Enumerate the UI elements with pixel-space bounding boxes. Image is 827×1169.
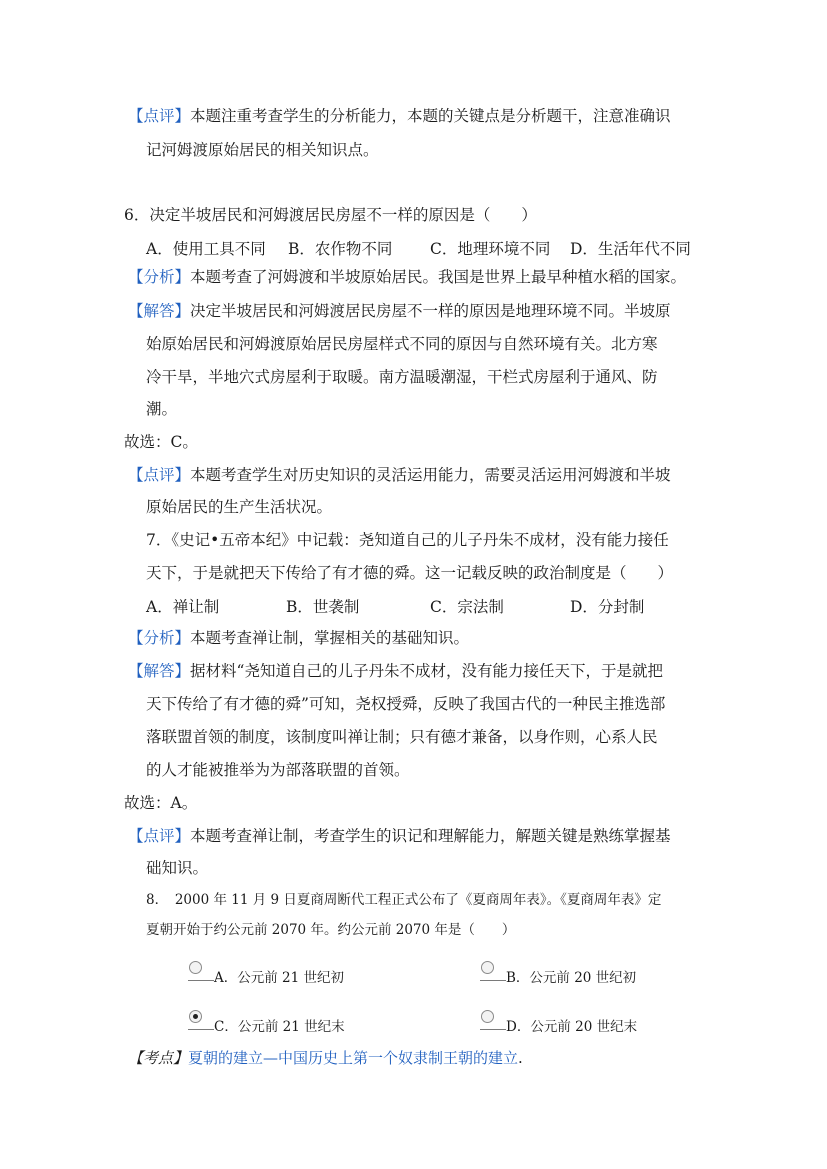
q7-option-a: A．禅让制	[146, 598, 220, 616]
q8-option-c-label: C．公元前 21 世纪末	[214, 1019, 345, 1035]
q5-comment-line1	[128, 106, 671, 126]
q6-answer-line3: 冷干旱，半地穴式房屋利于取暖。南方温暖潮湿，干栏式房屋利于通风、防	[146, 368, 658, 386]
comment-tag: 【点评】	[128, 827, 191, 845]
comment-tag: 【点评】	[128, 107, 191, 125]
comment-tag: 【点评】	[128, 466, 191, 484]
q8-radio-c[interactable]	[189, 1010, 202, 1023]
q6-option-d: D．生活年代不同	[570, 240, 691, 258]
q8-option-b-label: B．公元前 20 世纪初	[506, 970, 637, 986]
q6-answer-line1	[128, 301, 671, 321]
q8-underline-a	[188, 980, 214, 981]
analysis-text: 本题考查禅让制，掌握相关的基础知识。	[190, 629, 470, 647]
comment-text: 本题考查学生对历史知识的灵活运用能力，需要灵活运用河姆渡和半坡	[190, 466, 671, 484]
kaodian-link[interactable]: 夏朝的建立—中国历史上第一个奴隶制王朝的建立	[188, 1049, 519, 1067]
kaodian-tag: 【考点】	[128, 1049, 189, 1067]
q8-option-d-label: D．公元前 20 世纪末	[506, 1019, 638, 1035]
q7-comment-line2: 础知识。	[146, 859, 209, 877]
q7-answer-line4: 的人才能被推举为为部落联盟的首领。	[146, 761, 410, 779]
q7-answer-line3: 落联盟首领的制度，该制度叫禅让制；只有德才兼备，以身作则，心系人民	[146, 728, 658, 746]
q6-option-a: A．使用工具不同	[146, 240, 266, 258]
q7-analysis	[128, 628, 469, 648]
answer-text: 决定半坡居民和河姆渡居民房屋不一样的原因是地理环境不同。半坡原	[190, 302, 671, 320]
analysis-text: 本题考查了河姆渡和半坡原始居民。我国是世界上最早种植水稻的国家。	[190, 268, 687, 286]
kaodian-end: .	[518, 1049, 523, 1067]
q6-comment-line1	[128, 465, 671, 485]
q7-stem-line1: 7．《史记•五帝本纪》中记载：尧知道自己的儿子丹朱不成材，没有能力接任	[146, 531, 669, 549]
q6-choice: 故选：C。	[124, 433, 198, 451]
q6-option-c: C．地理环境不同	[430, 240, 551, 258]
q8-radio-b[interactable]	[481, 961, 494, 974]
q7-comment-line1	[128, 826, 671, 846]
q8-option-a-label: A．公元前 21 世纪初	[214, 970, 345, 986]
q8-underline-c	[188, 1029, 214, 1030]
q6-analysis	[128, 267, 686, 287]
q8-stem-line1: 8． 2000 年 11 月 9 日夏商周断代工程正式公布了《夏商周年表》。《夏商周年表》定	[146, 892, 662, 908]
q6-option-b: B．农作物不同	[288, 240, 393, 258]
q8-radio-a[interactable]	[189, 961, 202, 974]
q5-comment-line2: 记河姆渡原始居民的相关知识点。	[146, 141, 379, 159]
comment-text: 本题考查禅让制，考查学生的识记和理解能力，解题关键是熟练掌握基	[190, 827, 671, 845]
q6-answer-line2: 始原始居民和河姆渡原始居民房屋样式不同的原因与自然环境有关。北方寒	[146, 335, 658, 353]
q6-comment-line2: 原始居民的生产生活状况。	[146, 498, 333, 516]
q7-stem-line2: 天下，于是就把天下传给了有才德的舜。这一记载反映的政治制度是（ ）	[146, 564, 674, 582]
q7-answer-line2: 天下传给了有才德的舜”可知，尧权授舜，反映了我国古代的一种民主推选部	[146, 695, 666, 713]
q8-underline-b	[480, 980, 506, 981]
q6-answer-line4: 潮。	[146, 400, 178, 418]
comment-text: 本题注重考查学生的分析能力，本题的关键点是分析题干，注意准确识	[190, 107, 671, 125]
q8-stem-line2: 夏朝开始于约公元前 2070 年。约公元前 2070 年是（ ）	[146, 922, 516, 938]
answer-text: 据材料“尧知道自己的儿子丹朱不成材，没有能力接任天下，于是就把	[190, 662, 663, 680]
q7-option-d: D．分封制	[570, 598, 645, 616]
q8-kaodian	[128, 1048, 523, 1068]
q7-choice: 故选：A。	[124, 794, 198, 812]
q7-option-c: C．宗法制	[430, 598, 504, 616]
answer-tag: 【解答】	[128, 302, 191, 320]
q7-option-b: B．世袭制	[286, 598, 360, 616]
q6-stem: 6．决定半坡居民和河姆渡居民房屋不一样的原因是（ ）	[124, 206, 537, 224]
analysis-tag: 【分析】	[128, 629, 191, 647]
q8-underline-d	[480, 1029, 506, 1030]
analysis-tag: 【分析】	[128, 268, 191, 286]
answer-tag: 【解答】	[128, 662, 191, 680]
q7-answer-line1	[128, 661, 663, 681]
q8-radio-d[interactable]	[481, 1010, 494, 1023]
